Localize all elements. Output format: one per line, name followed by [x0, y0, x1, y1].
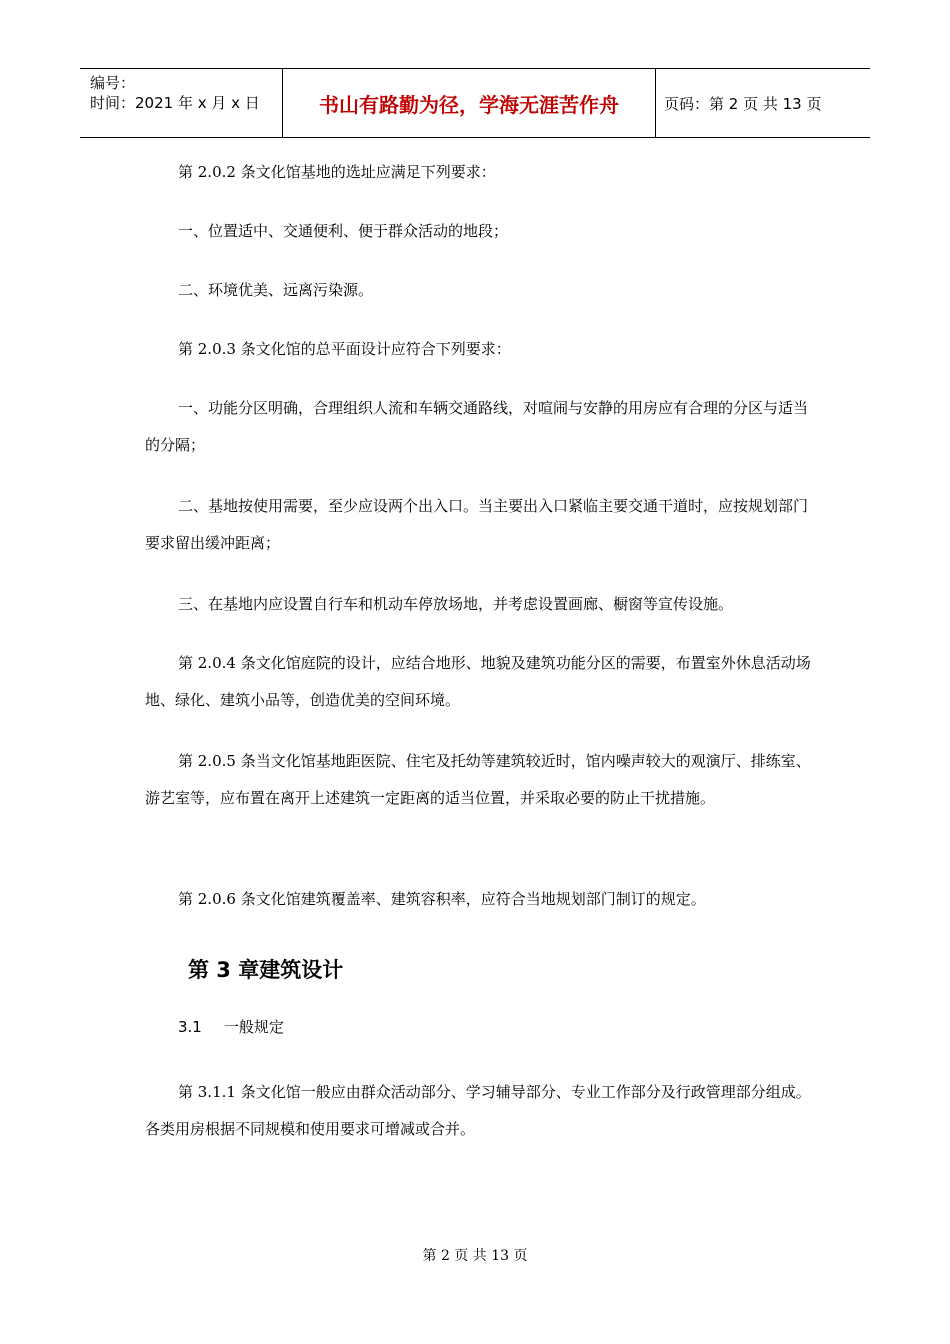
- paragraph-2-0-2-item-1: 一、位置适中、交通便利、便于群众活动的地段；: [178, 222, 509, 240]
- header-meta: [80, 69, 282, 137]
- paragraph-3-1-1: 第 3.1.1 条文化馆一般应由群众活动部分、学习辅导部分、专业工作部分及行政管理部分组成。各类用房根据不同规模和使用要求可增减或合并。: [145, 1083, 811, 1138]
- chapter-heading: 第 3 章建筑设计: [188, 958, 344, 982]
- header-motto: 书山有路勤为径，学海无涯苦作舟: [282, 69, 656, 137]
- page-footer: 第 2 页 共 13 页: [422, 1248, 528, 1264]
- paragraph-2-0-3-item-1: 一、功能分区明确，合理组织人流和车辆交通路线，对喧闹与安静的用房应有合理的分区与适当的分隔；: [145, 399, 809, 454]
- document-date: 时间：2021 年 x 月 x 日: [90, 94, 260, 112]
- paragraph-2-0-2: 第 2.0.2 条文化馆基地的选址应满足下列要求：: [178, 163, 496, 181]
- header-page-info: 页码：第 2 页 共 13 页: [664, 94, 822, 113]
- paragraph-2-0-3-item-2: 二、基地按使用需要，至少应设两个出入口。当主要出入口紧临主要交通干道时，应按规划部门要求留出缓冲距离；: [145, 497, 809, 552]
- section-title: 一般规定: [223, 1018, 284, 1036]
- paragraph-2-0-5: 第 2.0.5 条当文化馆基地距医院、住宅及托幼等建筑较近时，馆内噪声较大的观演厅、排练室、游艺室等，应布置在离开上述建筑一定距离的适当位置，并采取必要的防止干扰措施。: [145, 752, 811, 807]
- paragraph-2-0-3: 第 2.0.3 条文化馆的总平面设计应符合下列要求：: [178, 340, 511, 358]
- paragraph-2-0-6: 第 2.0.6 条文化馆建筑覆盖率、建筑容积率，应符合当地规划部门制订的规定。: [178, 890, 706, 908]
- paragraph-2-0-3-item-3: 三、在基地内应设置自行车和机动车停放场地，并考虑设置画廊、橱窗等宣传设施。: [178, 595, 734, 613]
- page-header: [80, 68, 870, 138]
- paragraph-2-0-4: 第 2.0.4 条文化馆庭院的设计，应结合地形、地貌及建筑功能分区的需要，布置室外休息活动场地、绿化、建筑小品等，创造优美的空间环境。: [145, 654, 811, 709]
- document-number-label: 编号：: [90, 74, 136, 92]
- section-number: 3.1: [178, 1018, 202, 1036]
- paragraph-2-0-2-item-2: 二、环境优美、远离污染源。: [178, 281, 374, 299]
- section-heading: [178, 1016, 284, 1037]
